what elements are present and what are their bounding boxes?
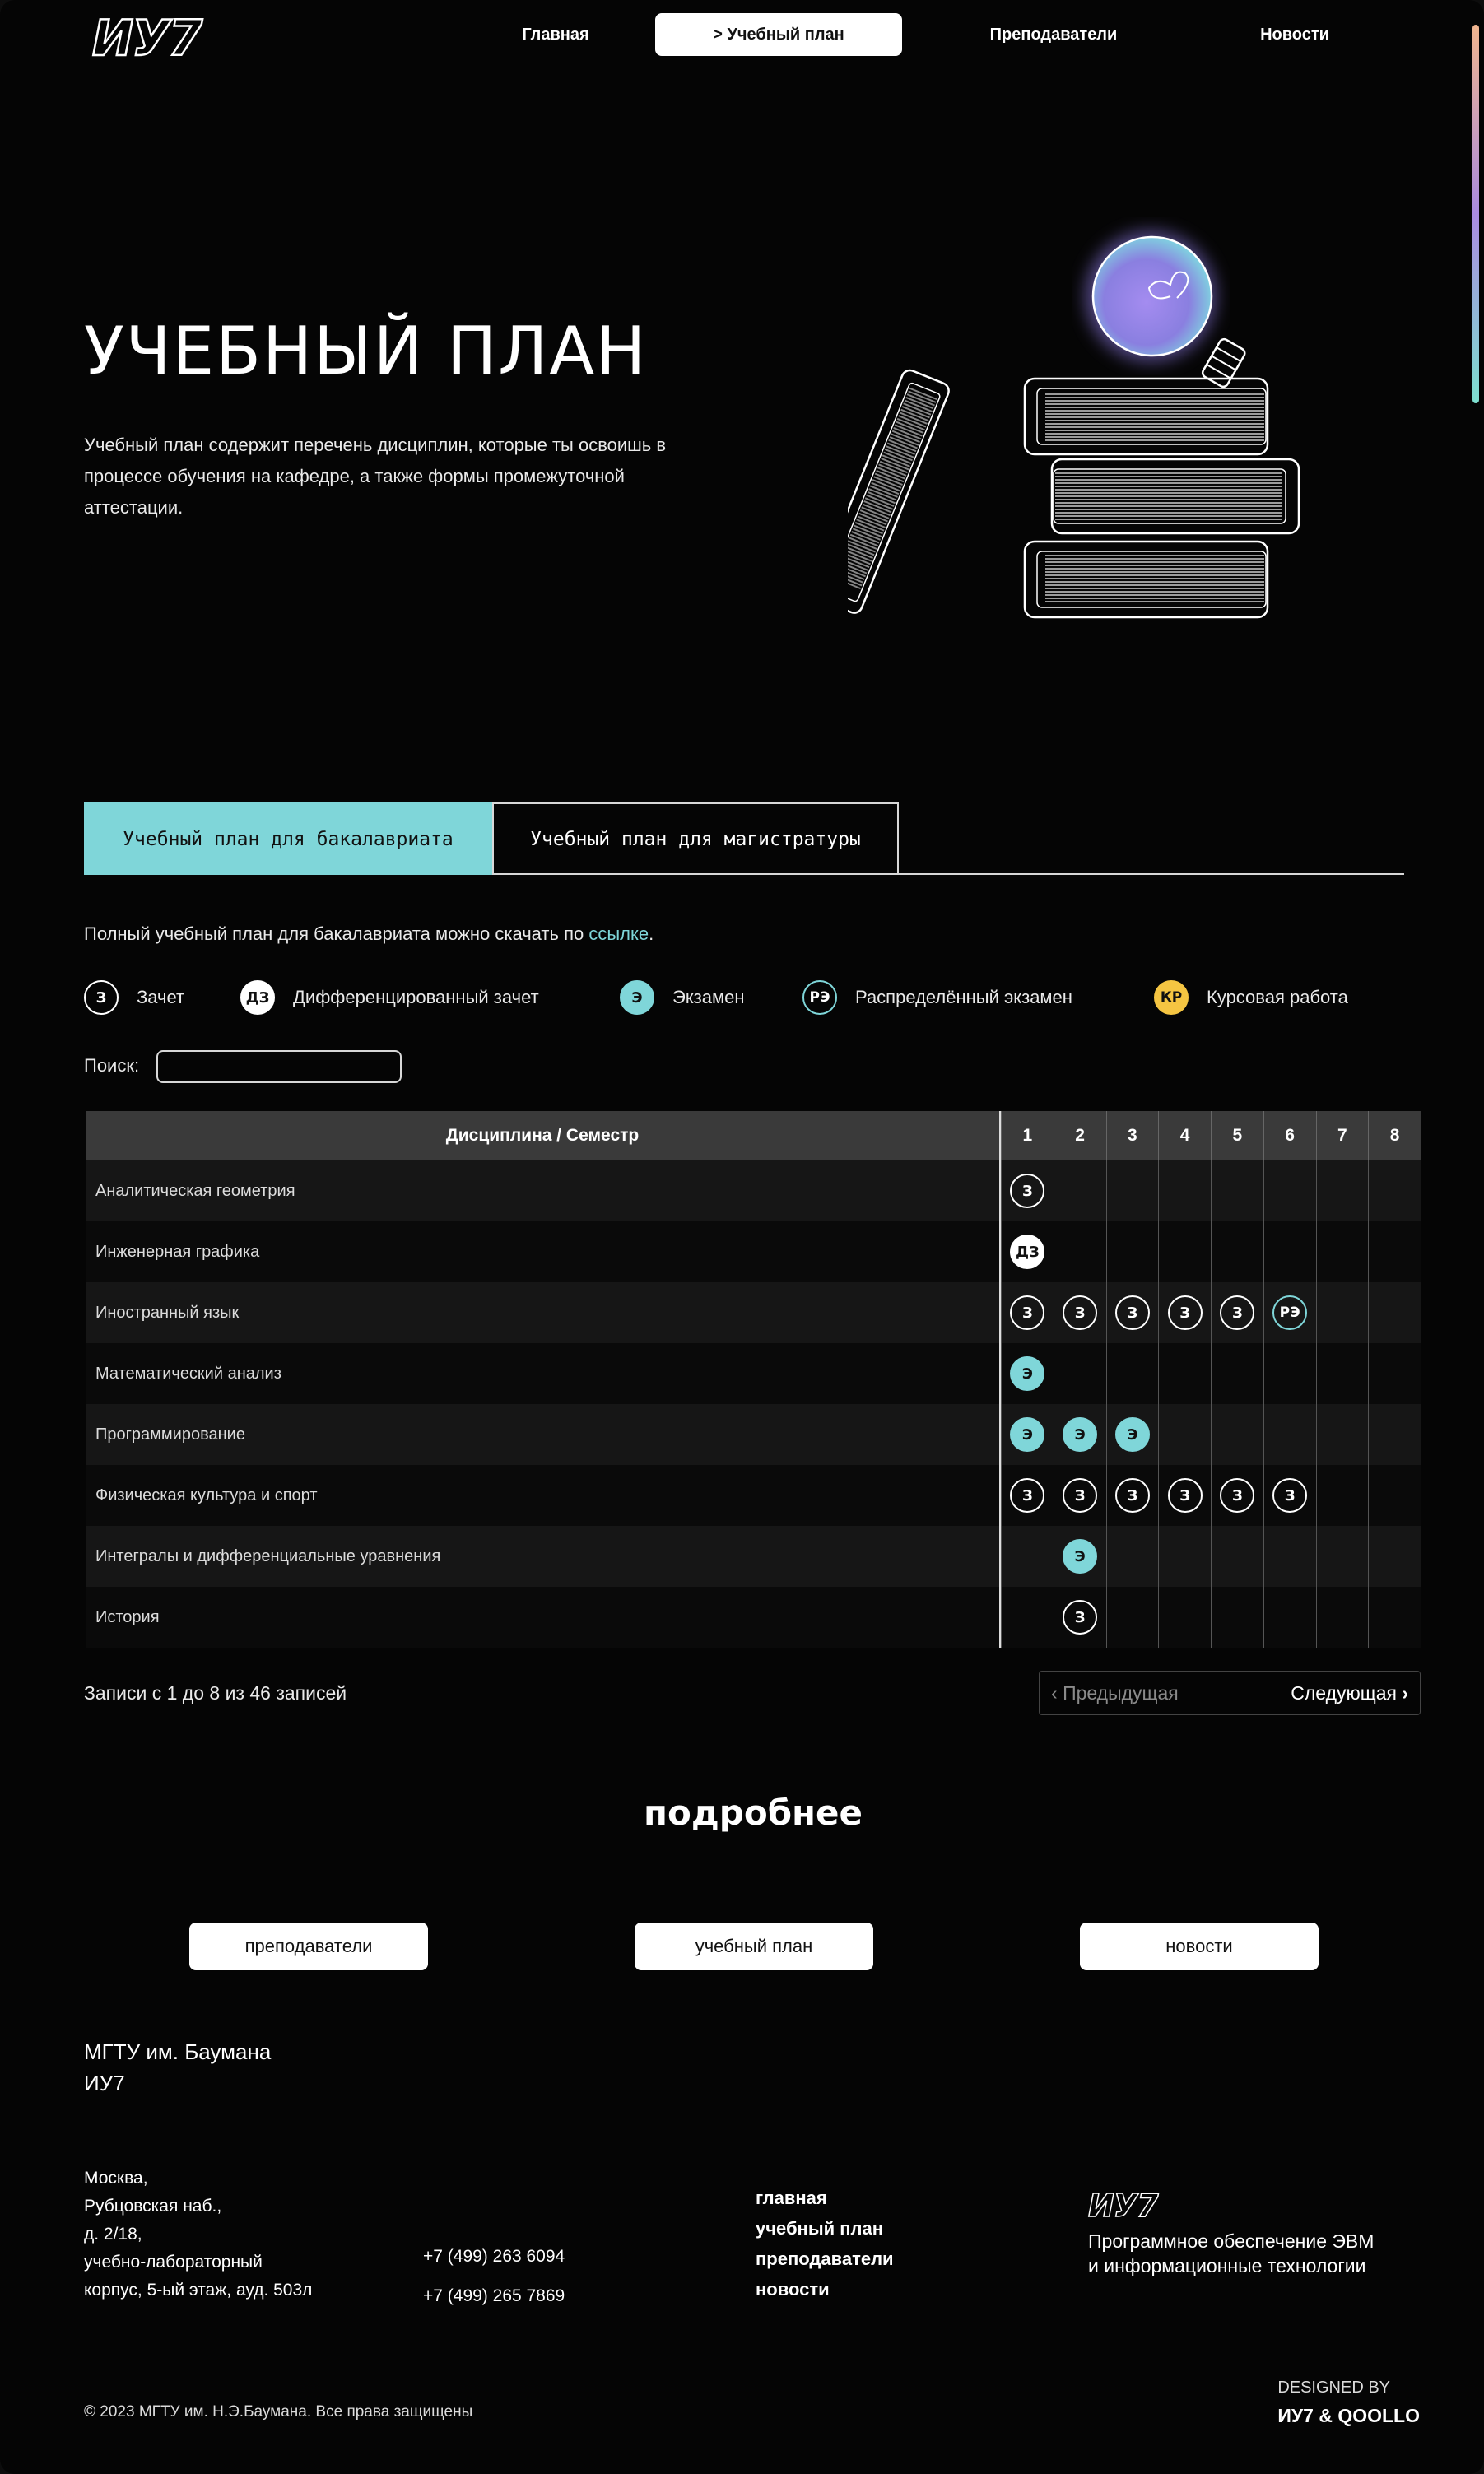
table-row [86, 1343, 1421, 1404]
column-header-semester[interactable]: 5 [1211, 1111, 1263, 1160]
attestation-badge-icon: Э [1115, 1417, 1150, 1452]
semester-cell [1001, 1160, 1054, 1221]
table-row [86, 1526, 1421, 1587]
attestation-badge-icon: Э [1010, 1417, 1044, 1452]
discipline-cell: Интегралы и дифференциальные уравнения [86, 1526, 1001, 1587]
semester-cell [1158, 1526, 1211, 1587]
semester-cell [1263, 1160, 1316, 1221]
semester-cell [1368, 1343, 1421, 1404]
zachet-badge-icon: З [84, 980, 119, 1015]
semester-cell [1263, 1282, 1316, 1343]
semester-cell [1158, 1221, 1211, 1282]
prev-page-button[interactable]: ‹ Предыдущая [1051, 1682, 1179, 1704]
semester-cell [1106, 1282, 1159, 1343]
attestation-badge-icon: З [1115, 1295, 1150, 1330]
attestation-badge-icon: З [1220, 1478, 1254, 1513]
semester-cell [1001, 1526, 1054, 1587]
coursework-badge-icon: КР [1154, 980, 1189, 1015]
copyright: © 2023 МГТУ им. Н.Э.Баумана. Все права защищены [84, 2403, 473, 2421]
phone-link[interactable]: +7 (499) 263 6094 [423, 2247, 565, 2266]
semester-cell [1316, 1526, 1369, 1587]
semester-cell [1211, 1160, 1263, 1221]
semester-cell [1106, 1221, 1159, 1282]
semester-cell [1054, 1526, 1106, 1587]
semester-cell [1158, 1282, 1211, 1343]
attestation-badge-icon: З [1063, 1478, 1097, 1513]
attestation-badge-icon: З [1063, 1600, 1097, 1635]
footer-link-teachers[interactable]: преподаватели [756, 2248, 894, 2269]
legend-item-coursework: КР Курсовая работа [1154, 979, 1348, 1016]
attestation-badge-icon: Э [1010, 1356, 1044, 1391]
semester-cell [1368, 1282, 1421, 1343]
attestation-badge-icon: З [1272, 1478, 1307, 1513]
hero-description: Учебный план содержит перечень дисциплин, которые ты освоишь в процессе обучения на кафедре, а также формы промежуточной аттестации. [84, 435, 667, 518]
semester-cell [1316, 1465, 1369, 1526]
tab-bachelor[interactable]: Учебный план для бакалавриата [84, 802, 492, 875]
semester-cell [1368, 1221, 1421, 1282]
footer-nav [756, 2183, 894, 2304]
attestation-badge-icon: З [1010, 1295, 1044, 1330]
column-header-semester[interactable]: 1 [1001, 1111, 1054, 1160]
semester-cell [1001, 1221, 1054, 1282]
semester-cell [1368, 1404, 1421, 1465]
attestation-badge-icon: З [1010, 1478, 1044, 1513]
distributed-exam-badge-icon: РЭ [802, 980, 837, 1015]
column-header-semester[interactable]: 6 [1263, 1111, 1316, 1160]
semester-cell [1158, 1343, 1211, 1404]
attestation-badge-icon: З [1220, 1295, 1254, 1330]
semester-cell [1263, 1587, 1316, 1648]
discipline-cell: Аналитическая геометрия [86, 1160, 1001, 1221]
table-body [86, 1160, 1421, 1648]
scrollbar-thumb[interactable] [1472, 25, 1479, 403]
more-curriculum-button[interactable]: учебный план [635, 1923, 873, 1970]
designed-by: DESIGNED BY ИУ7 & QOOLLO [1277, 2379, 1420, 2426]
legend-item-diff-zachet: ДЗ Дифференцированный зачет [240, 979, 539, 1016]
semester-cell [1263, 1526, 1316, 1587]
semester-cell [1001, 1465, 1054, 1526]
exam-badge-icon: Э [620, 980, 654, 1015]
semester-cell [1001, 1587, 1054, 1648]
attestation-badge-icon: З [1168, 1295, 1203, 1330]
discipline-cell: История [86, 1587, 1001, 1648]
attestation-badge-icon: Э [1063, 1417, 1097, 1452]
semester-cell [1211, 1282, 1263, 1343]
semester-cell [1054, 1160, 1106, 1221]
column-header-semester[interactable]: 2 [1054, 1111, 1106, 1160]
semester-cell [1316, 1404, 1369, 1465]
semester-cell [1106, 1587, 1159, 1648]
semester-cell [1001, 1404, 1054, 1465]
semester-cell [1106, 1465, 1159, 1526]
semester-cell [1316, 1160, 1369, 1221]
download-note: Полный учебный план для бакалавриата можно скачать по ссылке. [84, 923, 654, 944]
more-teachers-button[interactable]: преподаватели [189, 1923, 428, 1970]
nav-home[interactable]: Главная [522, 26, 589, 44]
semester-cell [1211, 1404, 1263, 1465]
search-input[interactable] [156, 1050, 402, 1083]
semester-cell [1001, 1343, 1054, 1404]
discipline-cell: Математический анализ [86, 1343, 1001, 1404]
discipline-cell: Иностранный язык [86, 1282, 1001, 1343]
semester-cell [1368, 1465, 1421, 1526]
semester-cell [1054, 1587, 1106, 1648]
semester-cell [1263, 1404, 1316, 1465]
semester-cell [1263, 1465, 1316, 1526]
semester-cell [1211, 1221, 1263, 1282]
semester-cell [1211, 1587, 1263, 1648]
legend-item-distributed-exam: РЭ Распределённый экзамен [802, 979, 1072, 1016]
table-row [86, 1221, 1421, 1282]
records-info: Записи с 1 до 8 из 46 записей [84, 1682, 347, 1704]
site-logo[interactable]: ИУ7 [92, 10, 202, 67]
page-title: УЧЕБНЫЙ ПЛАН [84, 313, 648, 389]
more-section-title: подробнее [643, 1793, 863, 1833]
footer-link-curriculum[interactable]: учебный план [756, 2218, 884, 2239]
footer-address: Москва, Рубцовская наб., д. 2/18, учебно-лабораторный корпус, 5-ый этаж, ауд. 503л [84, 2169, 313, 2300]
semester-cell [1054, 1282, 1106, 1343]
semester-cell [1211, 1343, 1263, 1404]
attestation-badge-icon: РЭ [1272, 1295, 1307, 1330]
nav-news[interactable]: Новости [1260, 26, 1329, 44]
semester-cell [1316, 1343, 1369, 1404]
column-header-semester[interactable]: 4 [1158, 1111, 1211, 1160]
semester-cell [1106, 1343, 1159, 1404]
discipline-cell: Инженерная графика [86, 1221, 1001, 1282]
discipline-cell: Программирование [86, 1404, 1001, 1465]
column-header-semester[interactable]: 3 [1106, 1111, 1159, 1160]
footer-link-home[interactable]: главная [756, 2188, 827, 2208]
phone-link[interactable]: +7 (499) 265 7869 [423, 2286, 565, 2305]
download-link[interactable]: ссылке [588, 923, 649, 944]
semester-cell [1054, 1221, 1106, 1282]
nav-curriculum[interactable]: > Учебный план [655, 13, 902, 56]
semester-cell [1158, 1587, 1211, 1648]
semester-cell [1054, 1343, 1106, 1404]
legend-item-exam: Э Экзамен [620, 979, 745, 1016]
semester-cell [1158, 1404, 1211, 1465]
chevron-right-icon: › [1396, 1682, 1408, 1704]
footer-logo: ИУ7 [1088, 2188, 1158, 2224]
semester-cell [1316, 1282, 1369, 1343]
column-header-semester[interactable]: 7 [1316, 1111, 1369, 1160]
footer-phones [423, 2237, 565, 2316]
legend-item-zachet: З Зачет [84, 979, 184, 1016]
discipline-cell: Физическая культура и спорт [86, 1465, 1001, 1526]
footer-organization: МГТУ им. Баумана ИУ7 [84, 2039, 272, 2095]
more-news-button[interactable]: новости [1080, 1923, 1319, 1970]
semester-cell [1263, 1221, 1316, 1282]
semester-cell [1368, 1160, 1421, 1221]
tab-master[interactable]: Учебный план для магистратуры [492, 802, 899, 875]
semester-cell [1001, 1282, 1054, 1343]
semester-cell [1263, 1343, 1316, 1404]
semester-cell [1106, 1526, 1159, 1587]
semester-cell [1368, 1526, 1421, 1587]
semester-cell [1106, 1404, 1159, 1465]
column-header-semester[interactable]: 8 [1368, 1111, 1421, 1160]
attestation-badge-icon: ДЗ [1010, 1235, 1044, 1269]
semester-cell [1158, 1160, 1211, 1221]
semester-cell [1211, 1465, 1263, 1526]
semester-cell [1211, 1526, 1263, 1587]
table-row [86, 1587, 1421, 1648]
attestation-badge-icon: З [1168, 1478, 1203, 1513]
table-header [86, 1111, 1421, 1160]
attestation-badge-icon: Э [1063, 1539, 1097, 1574]
semester-cell [1054, 1404, 1106, 1465]
semester-cell [1368, 1587, 1421, 1648]
books-lightbulb-illustration [848, 216, 1317, 627]
attestation-badge-icon: З [1010, 1174, 1044, 1208]
table-row [86, 1465, 1421, 1526]
semester-cell [1316, 1221, 1369, 1282]
semester-cell [1316, 1587, 1369, 1648]
attestation-badge-icon: З [1063, 1295, 1097, 1330]
semester-cell [1158, 1465, 1211, 1526]
attestation-badge-icon: З [1115, 1478, 1150, 1513]
semester-cell [1054, 1465, 1106, 1526]
table-row [86, 1160, 1421, 1221]
table-row [86, 1404, 1421, 1465]
nav-teachers[interactable]: Преподаватели [989, 26, 1118, 44]
pagination [1039, 1671, 1421, 1715]
curriculum-table [86, 1111, 1421, 1648]
column-header-discipline[interactable]: Дисциплина / Семестр [86, 1111, 1001, 1160]
diff-zachet-badge-icon: ДЗ [240, 980, 275, 1015]
semester-cell [1106, 1160, 1159, 1221]
table-row [86, 1282, 1421, 1343]
chevron-left-icon: ‹ [1051, 1682, 1063, 1704]
footer-link-news[interactable]: новости [756, 2279, 830, 2300]
next-page-button[interactable]: Следующая › [1291, 1682, 1408, 1704]
curriculum-tabs [84, 802, 1404, 875]
footer-description: Программное обеспечение ЭВМ и информационные технологии [1088, 2230, 1375, 2276]
search-label: Поиск: [84, 1055, 140, 1076]
